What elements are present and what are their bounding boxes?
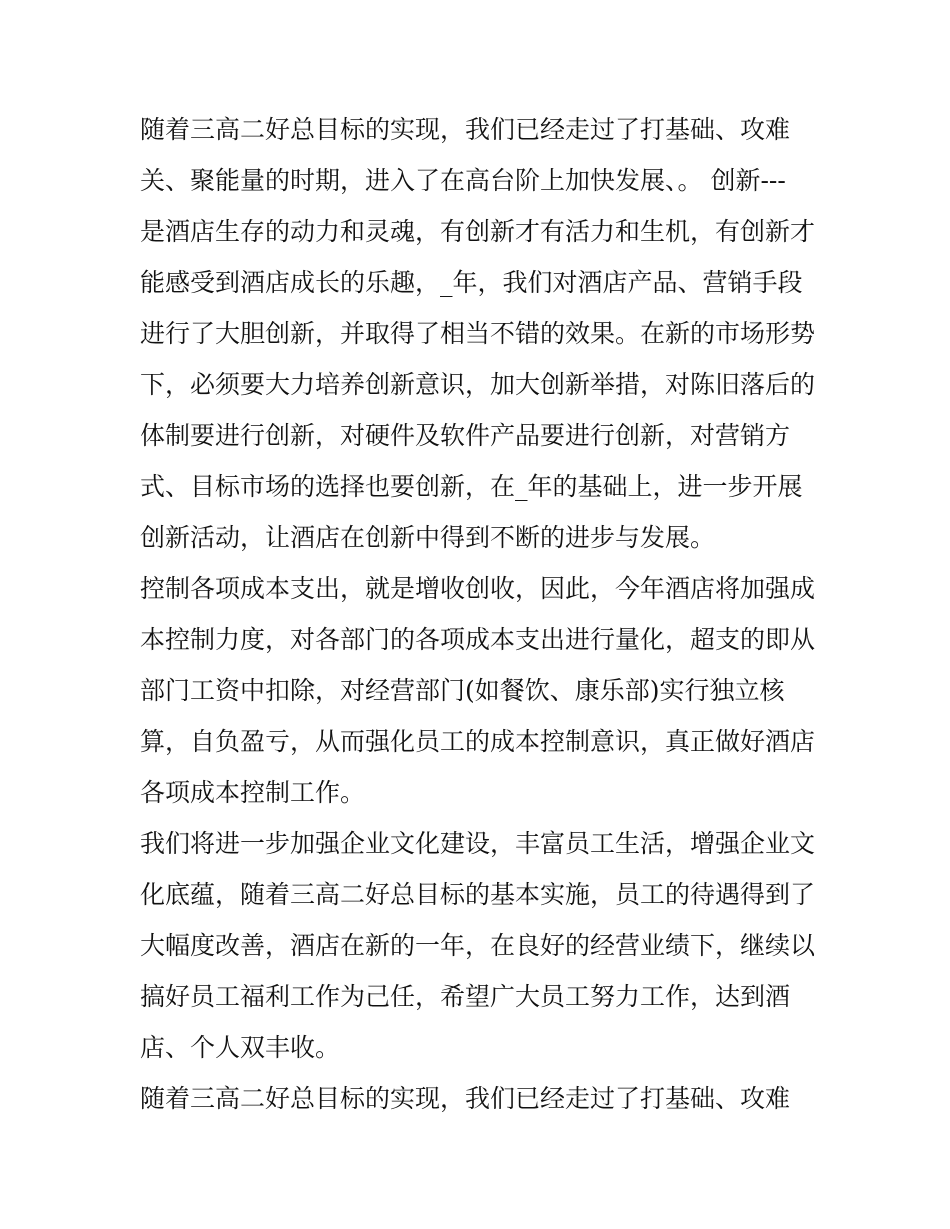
- text-line: 搞好员工福利工作为己任，希望广大员工努力工作，达到酒: [140, 982, 791, 1011]
- paragraph-cost-control: [140, 563, 820, 818]
- paragraph-corporate-culture: [140, 818, 820, 1073]
- text-line: 创新活动，让酒店在创新中得到不断的进步与发展。: [140, 523, 716, 552]
- text-line: 控制各项成本支出，就是增收创收，因此，今年酒店将加强成: [140, 574, 816, 603]
- text-line: 店、个人双丰收。: [140, 1033, 341, 1062]
- text-line: 体制要进行创新，对硬件及软件产品要进行创新，对营销方: [140, 421, 791, 450]
- text-line: 下，必须要大力培养创新意识，加大创新举措，对陈旧落后的: [140, 370, 816, 399]
- text-line: 进行了大胆创新，并取得了相当不错的效果。在新的市场形势: [140, 319, 816, 348]
- paragraph-innovation: [140, 104, 820, 563]
- text-line: 算，自负盈亏，从而强化员工的成本控制意识，真正做好酒店: [140, 727, 816, 756]
- text-line: 随着三高二好总目标的实现，我们已经走过了打基础、攻难: [140, 115, 791, 144]
- text-line: 关、聚能量的时期，进入了在高台阶上加快发展、。 创新---: [140, 166, 786, 195]
- text-line: 化底蕴，随着三高二好总目标的基本实施，员工的待遇得到了: [140, 880, 816, 909]
- text-line: 能感受到酒店成长的乐趣，_年，我们对酒店产品、营销手段: [140, 268, 803, 297]
- text-line: 我们将进一步加强企业文化建设，丰富员工生活，增强企业文: [140, 829, 816, 858]
- text-line: 是酒店生存的动力和灵魂，有创新才有活力和生机，有创新才: [140, 217, 816, 246]
- text-line: 大幅度改善，酒店在新的一年，在良好的经营业绩下，继续以: [140, 931, 816, 960]
- text-line: 各项成本控制工作。: [140, 778, 366, 807]
- text-line: 本控制力度，对各部门的各项成本支出进行量化，超支的即从: [140, 625, 816, 654]
- text-line: 随着三高二好总目标的实现，我们已经走过了打基础、攻难: [140, 1084, 791, 1113]
- paragraph-repeat-intro: [140, 1073, 820, 1124]
- text-line: 式、目标市场的选择也要创新，在_年的基础上，进一步开展: [140, 472, 803, 501]
- text-line: 部门工资中扣除，对经营部门(如餐饮、康乐部)实行独立核: [140, 676, 785, 705]
- document-body: [140, 104, 820, 1124]
